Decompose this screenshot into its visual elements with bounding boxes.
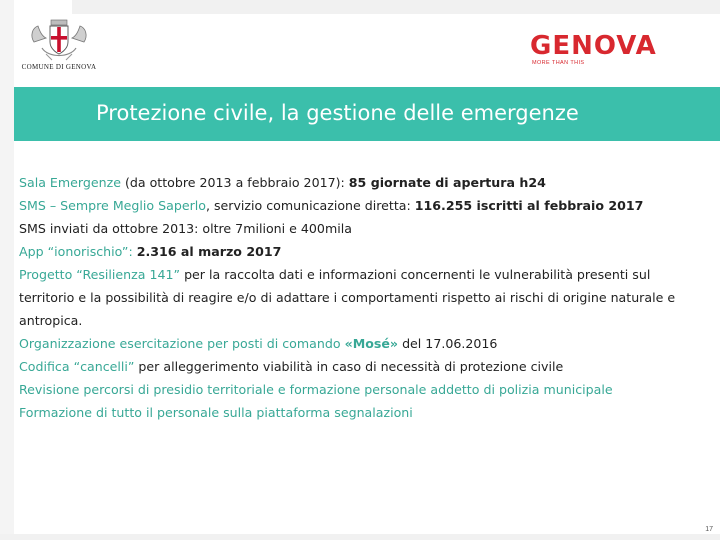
list-item-text: (da ottobre 2013 a febbraio 2017): <box>120 175 349 190</box>
top-strip <box>72 0 720 14</box>
list-item <box>19 217 699 240</box>
list-item-value: 2.316 al marzo 2017 <box>136 244 282 259</box>
list-item-text: per la raccolta dati e informazioni concernenti le vulnerabilità presenti sul territorio e la possibilità di reagire e/o di adattare i comportamenti rispetto ai rischi di origine naturale e antropica. <box>19 267 676 328</box>
coat-of-arms-icon <box>28 18 90 62</box>
list-item-text: , servizio comunicazione diretta: <box>205 198 415 213</box>
list-item <box>19 194 699 217</box>
list-item <box>19 355 699 378</box>
list-item <box>19 263 699 332</box>
list-item-text: del 17.06.2016 <box>398 336 498 351</box>
list-item-label: App “ionorischio”: <box>19 244 137 259</box>
list-item <box>19 332 699 355</box>
list-item-text: per alleggerimento viabilità in caso di necessità di protezione civile <box>134 359 564 374</box>
list-item-label: Revisione percorsi di presidio territoriale e formazione personale addetto di polizia municipale <box>19 382 613 397</box>
genova-logo-tagline: MORE THAN THIS <box>532 60 585 66</box>
list-item-label: Organizzazione esercitazione per posti di comando <box>19 336 345 351</box>
bottom-strip <box>0 534 720 540</box>
genova-logo-word: GENOVA <box>530 31 657 61</box>
list-item <box>19 378 699 401</box>
list-item <box>19 401 699 424</box>
list-item-label: Progetto “Resilienza 141” <box>19 267 181 282</box>
list-item <box>19 171 699 194</box>
list-item-highlight: «Mosé» <box>344 336 399 351</box>
bullet-list <box>19 171 699 424</box>
list-item-label: Sala Emergenze <box>19 175 121 190</box>
list-item-label: Codifica “cancelli” <box>19 359 135 374</box>
comune-logo-caption: COMUNE DI GENOVA <box>21 63 97 71</box>
slide-title: Protezione civile, la gestione delle emergenze <box>96 101 579 125</box>
list-item-label: SMS – Sempre Meglio Saperlo <box>19 198 206 213</box>
comune-logo <box>18 18 100 78</box>
page-number: 17 <box>705 526 713 533</box>
list-item-text: SMS inviati da ottobre 2013: oltre 7milioni e 400mila <box>19 221 352 236</box>
title-bar <box>14 87 720 141</box>
list-item-value: 116.255 iscritti al febbraio 2017 <box>414 198 644 213</box>
list-item <box>19 240 699 263</box>
list-item-value: 85 giornate di apertura h24 <box>348 175 546 190</box>
genova-logo <box>530 32 705 72</box>
left-strip <box>0 0 14 540</box>
list-item-label: Formazione di tutto il personale sulla piattaforma segnalazioni <box>19 405 413 420</box>
